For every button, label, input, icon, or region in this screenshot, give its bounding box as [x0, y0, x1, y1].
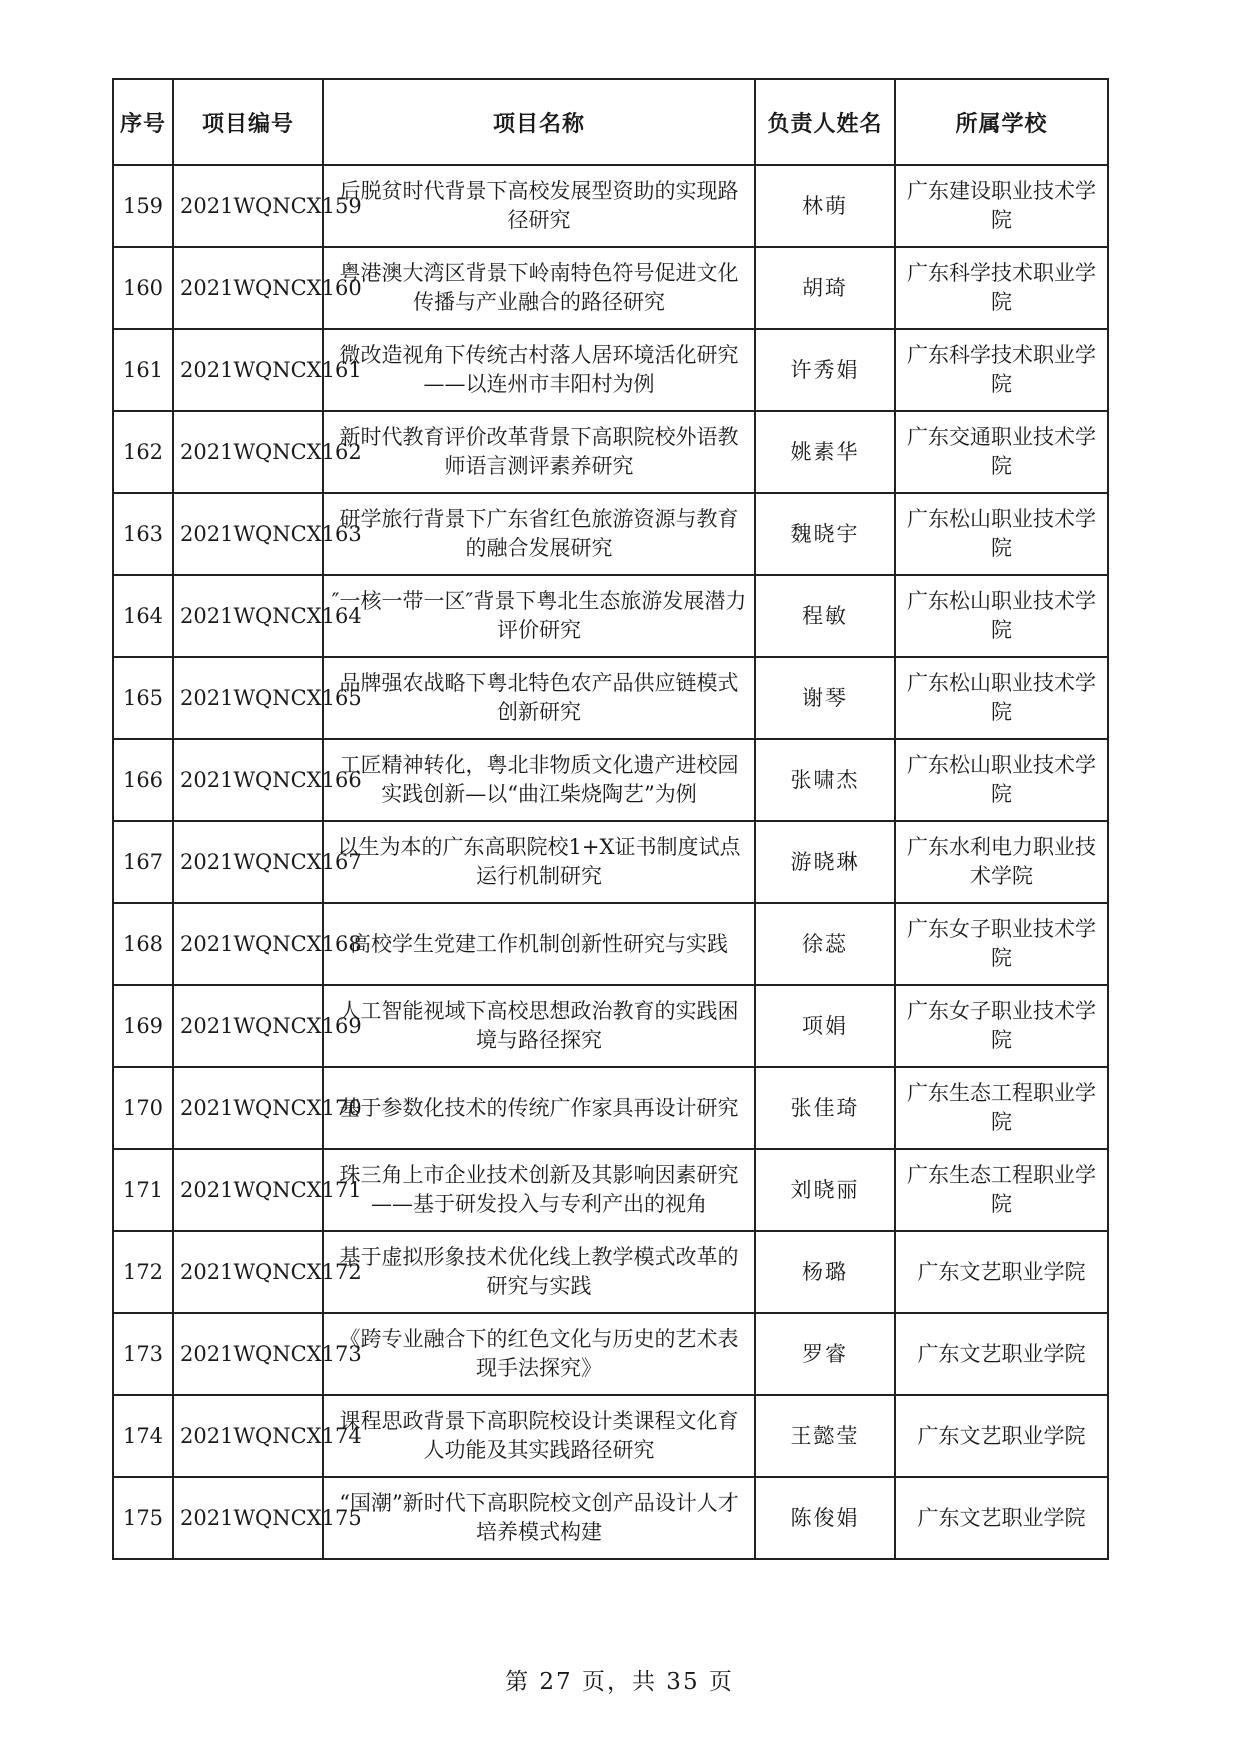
cell-seq: 171 [113, 1149, 173, 1231]
header-name: 项目名称 [323, 79, 755, 165]
cell-school: 广东科学技术职业学院 [895, 329, 1108, 411]
cell-person: 项娟 [755, 985, 895, 1067]
cell-project-name: 高校学生党建工作机制创新性研究与实践 [323, 903, 755, 985]
cell-project-code: 2021WQNCX169 [173, 985, 323, 1067]
cell-project-name: 工匠精神转化，粤北非物质文化遗产进校园实践创新—以“曲江柴烧陶艺”为例 [323, 739, 755, 821]
cell-seq: 174 [113, 1395, 173, 1477]
cell-project-code: 2021WQNCX165 [173, 657, 323, 739]
table-row [113, 657, 1108, 739]
cell-school: 广东松山职业技术学院 [895, 493, 1108, 575]
cell-school: 广东文艺职业学院 [895, 1477, 1108, 1559]
cell-school: 广东松山职业技术学院 [895, 575, 1108, 657]
cell-person: 张啸杰 [755, 739, 895, 821]
cell-school: 广东水利电力职业技术学院 [895, 821, 1108, 903]
table-row [113, 821, 1108, 903]
cell-person: 林萌 [755, 165, 895, 247]
header-row [113, 79, 1108, 165]
cell-seq: 170 [113, 1067, 173, 1149]
cell-project-code: 2021WQNCX161 [173, 329, 323, 411]
table-row [113, 165, 1108, 247]
cell-person: 陈俊娟 [755, 1477, 895, 1559]
cell-seq: 163 [113, 493, 173, 575]
table-row [113, 247, 1108, 329]
header-school: 所属学校 [895, 79, 1108, 165]
table-row [113, 1477, 1108, 1559]
cell-project-code: 2021WQNCX175 [173, 1477, 323, 1559]
cell-seq: 159 [113, 165, 173, 247]
table-row [113, 1231, 1108, 1313]
cell-seq: 165 [113, 657, 173, 739]
table-row [113, 1149, 1108, 1231]
cell-seq: 160 [113, 247, 173, 329]
cell-project-name: 课程思政背景下高职院校设计类课程文化育人功能及其实践路径研究 [323, 1395, 755, 1477]
cell-school: 广东文艺职业学院 [895, 1313, 1108, 1395]
cell-school: 广东女子职业技术学院 [895, 903, 1108, 985]
cell-project-code: 2021WQNCX172 [173, 1231, 323, 1313]
cell-project-name: “国潮”新时代下高职院校文创产品设计人才培养模式构建 [323, 1477, 755, 1559]
cell-project-code: 2021WQNCX168 [173, 903, 323, 985]
cell-person: 谢琴 [755, 657, 895, 739]
cell-seq: 175 [113, 1477, 173, 1559]
cell-person: 胡琦 [755, 247, 895, 329]
cell-school: 广东松山职业技术学院 [895, 657, 1108, 739]
cell-school: 广东科学技术职业学院 [895, 247, 1108, 329]
cell-seq: 164 [113, 575, 173, 657]
table-row [113, 493, 1108, 575]
cell-school: 广东生态工程职业学院 [895, 1067, 1108, 1149]
cell-project-code: 2021WQNCX163 [173, 493, 323, 575]
cell-seq: 166 [113, 739, 173, 821]
header-person: 负责人姓名 [755, 79, 895, 165]
cell-project-name: 基于虚拟形象技术优化线上教学模式改革的研究与实践 [323, 1231, 755, 1313]
table-row [113, 1313, 1108, 1395]
cell-project-name: 研学旅行背景下广东省红色旅游资源与教育的融合发展研究 [323, 493, 755, 575]
cell-person: 游晓琳 [755, 821, 895, 903]
cell-project-name: 以生为本的广东高职院校1+X证书制度试点运行机制研究 [323, 821, 755, 903]
cell-project-code: 2021WQNCX170 [173, 1067, 323, 1149]
cell-person: 姚素华 [755, 411, 895, 493]
cell-school: 广东松山职业技术学院 [895, 739, 1108, 821]
cell-person: 刘晓丽 [755, 1149, 895, 1231]
cell-project-code: 2021WQNCX160 [173, 247, 323, 329]
cell-school: 广东文艺职业学院 [895, 1395, 1108, 1477]
table-row [113, 985, 1108, 1067]
table-row [113, 739, 1108, 821]
cell-seq: 172 [113, 1231, 173, 1313]
cell-project-code: 2021WQNCX159 [173, 165, 323, 247]
cell-project-name: 基于参数化技术的传统广作家具再设计研究 [323, 1067, 755, 1149]
cell-project-name: 新时代教育评价改革背景下高职院校外语教师语言测评素养研究 [323, 411, 755, 493]
cell-seq: 167 [113, 821, 173, 903]
table-header [113, 79, 1108, 165]
cell-school: 广东女子职业技术学院 [895, 985, 1108, 1067]
cell-person: 程敏 [755, 575, 895, 657]
table-row [113, 575, 1108, 657]
cell-seq: 173 [113, 1313, 173, 1395]
table-row [113, 903, 1108, 985]
cell-seq: 162 [113, 411, 173, 493]
table-row [113, 1067, 1108, 1149]
cell-project-name: 粤港澳大湾区背景下岭南特色符号促进文化传播与产业融合的路径研究 [323, 247, 755, 329]
cell-school: 广东建设职业技术学院 [895, 165, 1108, 247]
cell-project-name: 《跨专业融合下的红色文化与历史的艺术表现手法探究》 [323, 1313, 755, 1395]
cell-person: 王懿莹 [755, 1395, 895, 1477]
cell-person: 魏晓宇 [755, 493, 895, 575]
cell-project-name: 人工智能视域下高校思想政治教育的实践困境与路径探究 [323, 985, 755, 1067]
cell-person: 许秀娟 [755, 329, 895, 411]
table-row [113, 411, 1108, 493]
page-footer: 第 27 页，共 35 页 [505, 1669, 734, 1695]
cell-school: 广东文艺职业学院 [895, 1231, 1108, 1313]
cell-project-code: 2021WQNCX166 [173, 739, 323, 821]
cell-school: 广东交通职业技术学院 [895, 411, 1108, 493]
cell-project-code: 2021WQNCX167 [173, 821, 323, 903]
cell-person: 张佳琦 [755, 1067, 895, 1149]
project-table [112, 78, 1109, 1560]
cell-person: 杨璐 [755, 1231, 895, 1313]
cell-project-code: 2021WQNCX162 [173, 411, 323, 493]
cell-project-code: 2021WQNCX174 [173, 1395, 323, 1477]
cell-project-name: 后脱贫时代背景下高校发展型资助的实现路径研究 [323, 165, 755, 247]
cell-school: 广东生态工程职业学院 [895, 1149, 1108, 1231]
cell-project-name: ″一核一带一区″背景下粤北生态旅游发展潜力评价研究 [323, 575, 755, 657]
cell-person: 罗睿 [755, 1313, 895, 1395]
cell-seq: 168 [113, 903, 173, 985]
cell-seq: 169 [113, 985, 173, 1067]
cell-person: 徐蕊 [755, 903, 895, 985]
header-seq: 序号 [113, 79, 173, 165]
cell-project-code: 2021WQNCX171 [173, 1149, 323, 1231]
cell-project-code: 2021WQNCX164 [173, 575, 323, 657]
table-row [113, 329, 1108, 411]
cell-project-name: 珠三角上市企业技术创新及其影响因素研究——基于研发投入与专利产出的视角 [323, 1149, 755, 1231]
cell-project-name: 微改造视角下传统古村落人居环境活化研究——以连州市丰阳村为例 [323, 329, 755, 411]
table-body [113, 165, 1108, 1559]
table-row [113, 1395, 1108, 1477]
cell-project-code: 2021WQNCX173 [173, 1313, 323, 1395]
cell-project-name: 品牌强农战略下粤北特色农产品供应链模式创新研究 [323, 657, 755, 739]
header-code: 项目编号 [173, 79, 323, 165]
cell-seq: 161 [113, 329, 173, 411]
